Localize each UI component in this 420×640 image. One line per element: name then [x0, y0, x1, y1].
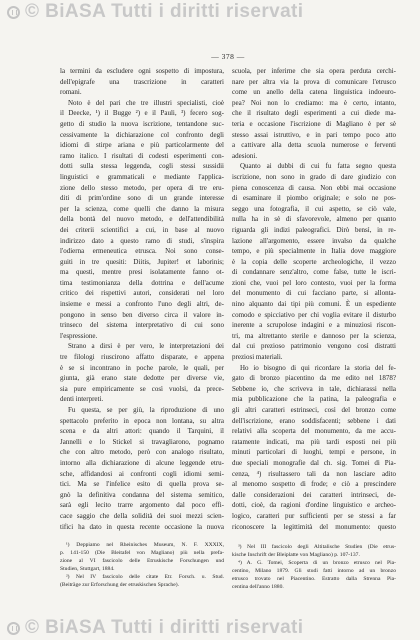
text-line: dotti sulla stessa leggenda, cogli stessi sussidii — [60, 162, 224, 171]
text-line: dal cui prezioso patrimonio vengono così distratti — [232, 342, 396, 351]
text-line: del monumento di cui facciano parte, si allonta- — [232, 289, 396, 298]
text-line: tima testimonianza della dottrina e dell'acume — [60, 278, 224, 287]
text-line: minuti particolari di luoghi, tempi e persone, in — [232, 448, 396, 457]
footnotes-left — [60, 541, 224, 590]
text-line: Strano a dirsi è per vero, le interpretazioni dei — [68, 342, 224, 351]
footnote — [232, 559, 396, 591]
footnote-line: centino, Milano 1879. Gli studi fatti intorno ad un bronzo — [232, 568, 396, 575]
text-line: dotti, cioè, da ragioni d'ordine linguistico e archeo- — [232, 501, 396, 510]
watermark-text: © BiASA Tutti i diritti riservati — [25, 617, 304, 638]
text-line: mia pubblicazione che la patina, la paleografia e — [232, 395, 396, 404]
right-text-column — [232, 66, 396, 532]
text-line: della bontà del nuovo metodo, e dell'attendibilità — [60, 215, 224, 224]
text-line: al menomo sospetto di frode; e ciò a prescindere — [232, 480, 396, 489]
footnote-line: zione al VI fascicolo delle Etruskische Forschungen und — [60, 558, 224, 565]
text-line: che con altro metodo, però con analogo risultato, — [60, 448, 224, 457]
text-line: sarà egli lecito trarre argomento dal poco effi- — [60, 501, 224, 510]
text-line: preziosi materiali. — [232, 353, 283, 362]
text-line: teria e occasione l'iscrizione di Magliano è per sè — [232, 119, 396, 128]
text-line: di esaminare il piombo originale; e solo ne pos- — [232, 194, 396, 203]
text-line: idiomi di stirpe ariana e più particolarmente del — [60, 141, 224, 150]
watermark-bottom — [7, 617, 407, 639]
text-line: critico dei rispettivi autori, considerati nel loro — [60, 289, 224, 298]
footnote — [232, 543, 396, 559]
text-line: indirizzo dato a questo ramo di studi, s'inspira — [60, 236, 224, 245]
footnote-line: p. 141-150 (Die Bleitafel von Magliano) più nella prefa- — [60, 550, 224, 557]
text-line: piena conoscenza di causa. Non ebbi mai occasione — [232, 183, 396, 192]
text-line: guiti in tre quesiti: Diitis, Jupiter! et laborinis; — [60, 257, 224, 266]
text-line: dell'epigrafe una trascrizione in caratteri — [60, 77, 224, 86]
text-line: l'espressione. — [60, 331, 98, 340]
text-line: logico, caratteri pur sufficienti per se stessi a far — [232, 511, 396, 520]
text-line: il Deecke, ¹) il Bugge ²) e il Pauli, ³) fecero sog- — [60, 109, 224, 118]
text-line: insieme e messi a confronto l'uno degli altri, de- — [60, 300, 224, 309]
text-line: inerente a scrupolose indagini e a minuziosi riscon- — [232, 321, 396, 330]
footnotes-right — [232, 543, 396, 592]
text-line: diti di prim'ordine sono di un grande interesse — [60, 194, 224, 203]
text-line: scena e da altri attori: quando il Tarquini, il — [60, 427, 224, 436]
footnote — [60, 573, 224, 589]
text-line: iscrizione, non sono in grado di dare giudizio con — [232, 172, 396, 181]
text-line: zione dello stesso metodo, per opera di tre eru- — [60, 183, 224, 192]
text-line: ramo italico. I risultati di codesti esperimenti con- — [60, 151, 224, 160]
text-line: due speciali monografie dal ch. sig. Tomei di Pia- — [232, 458, 396, 467]
text-line: lazione all'argomento, essere invalso da qualche — [232, 236, 396, 245]
text-line: Ho io bisogno di qui ricordare la storia del fe- — [240, 363, 396, 372]
text-line: Jannelli e lo Stickel si travagliarono, pognamo — [60, 437, 224, 446]
text-line: pongono in senso ben diverso circa il valore in- — [60, 310, 224, 319]
text-line: tici. Ma se l'infelice esito di quella prova se- — [60, 480, 224, 489]
text-line: Quanto ai dubbi di cui fu fatta segno questa — [240, 162, 396, 171]
footnote-line: ¹) Deppiamo nel Rheinisches Museum, N. F. XXXIX, — [66, 542, 224, 548]
text-line: è se si incontrano in poche parole, le quali, per — [60, 363, 224, 372]
left-text-column — [60, 66, 224, 532]
footnote-line: kische Inschrift der Bleiplatte von Magliano) p. 107-137. — [232, 552, 360, 559]
footnote-line: ⁴) A. G. Tomei, Scoperta di un bronzo etrusco nel Pia- — [238, 560, 396, 567]
text-line: intorno alla dichiarazione di alcune leggende etru- — [60, 458, 224, 467]
page-number: — 378 — — [211, 52, 245, 61]
text-line: tempo, e più specialmente in Italia dove maggiore — [232, 247, 396, 256]
text-line: dell'iscrizione, erano soddisfacenti; sebbene i dati — [232, 416, 396, 425]
text-line: gnò la definitiva condanna del sistema semitico, — [60, 490, 224, 499]
paragraph — [60, 405, 224, 532]
text-line: trinseco del sistema interpretativo di cui sono — [60, 321, 224, 330]
text-line: tifici ha dato in questa recente occasione la nuova — [60, 522, 224, 531]
text-line: come un anello della catena linguistica indoeuro- — [232, 88, 396, 97]
text-line: di condannare senz'altro, come false, tutte le iscri- — [232, 268, 396, 277]
paragraph — [60, 341, 224, 405]
text-line: cenza, ⁴) risultassero tali da non lasciare adito — [232, 469, 396, 478]
text-line: denti interpreti. — [60, 395, 104, 404]
footnote-line: ²) Nel IV fascicolo delle citate Etr. Forsch. u. Stud. — [66, 574, 224, 581]
text-line: riguarda gli indizi paleografici. Dirò bensì, in re- — [232, 225, 396, 234]
text-line: pea? Noi non lo crediamo: ma è certo, intanto, — [232, 98, 396, 107]
text-line: linguistici e grammaticali e mediante l'applica- — [60, 172, 224, 181]
text-line: ma questi, mentre presi isolatamente fanno ot- — [60, 268, 224, 277]
paragraph — [232, 363, 396, 533]
footnote-line: Studien, Stuttgart, 1884. — [60, 566, 115, 573]
watermark-text: © BiASA Tutti i diritti riservati — [25, 1, 304, 22]
footnote — [60, 541, 224, 573]
paragraph — [60, 98, 224, 342]
text-line: per la scienza, come quelli che danno la misura — [60, 204, 224, 213]
text-line: è la copia delle scoperte archeologiche, il vezzo — [232, 257, 396, 266]
watermark-top — [7, 1, 407, 23]
text-line: ratamente indicati, ma più tardi esposti nei più — [232, 437, 396, 446]
text-line: nulla ha in sè di sfavorevole, almeno per quanto — [232, 215, 396, 224]
text-line: a cattivare alla detta scuola numerose e ferventi — [232, 141, 396, 150]
text-line: tri, ma altrettanto sterile e dannoso per la scienza, — [232, 331, 396, 340]
text-line: sia pure empiricamente se così vuolsi, da prece- — [60, 384, 224, 393]
text-line: Fu questa, se per giù, la riproduzione di uno — [68, 406, 224, 414]
text-line: che il risultato degli esperimenti a cui diede ma- — [232, 109, 396, 118]
paragraph — [232, 66, 396, 161]
text-line: scuola, per inferirne che sia opera perduta cerchi- — [232, 67, 396, 75]
text-line: sche, affidandosi ai confronti cogli idiomi semi- — [60, 469, 224, 478]
text-line: comodo e spicciativo per chi voglia evitare il disturbo — [232, 310, 396, 319]
text-line: dei criterii scientifici a cui, in base al nuovo — [60, 225, 224, 234]
text-line: cessivamente la dichiarazione col confronto degli — [60, 130, 224, 139]
footnote-line: (Beiträge zur Erforschung der etruskischen Sprache). — [60, 582, 179, 589]
footnote-line: ³) Nel III fascicolo degli Altitalische Studien (Die etrus- — [238, 544, 396, 550]
text-line: giunta, già erano state dedotte per diverse vie, — [60, 374, 224, 383]
text-line: zioni che, vuoi pel loro contesto, vuoi per la forma — [232, 278, 396, 287]
text-line: seggo una fotografia, il cui aspetto, se ciò vale, — [232, 204, 396, 213]
text-line: spettacolo preferito in epoca non lontana, su altra — [60, 416, 224, 425]
biasa-logo-icon — [7, 6, 20, 19]
text-line: riconoscere la legittimità del monumento: questo — [232, 522, 396, 531]
footnote-line: centina dell'anno 1880. — [232, 584, 284, 591]
text-line: l'odierna ermeneutica etrusca. Noi sono conse- — [60, 247, 224, 256]
text-line: gli altri caratteri estrinseci, così del bronzo come — [232, 406, 396, 414]
text-line: la termini da escludere ogni sospetto di impostura, — [60, 67, 224, 75]
text-line: tre filologi riuscirono affatto disparate, e appena — [60, 353, 224, 362]
text-line: nare per altra via la prova di comunicare l'etrusco — [232, 77, 396, 86]
paragraph — [232, 161, 396, 362]
text-line: gato di bronzo piacentino da me edito nel 1878? — [232, 374, 396, 383]
footnote-line: etrusco trovato nel Piacentino. Estratto dalla Strenna Pia- — [232, 576, 396, 583]
text-line: adesioni. — [232, 151, 258, 160]
text-line: nino alquanto dai tipi più comuni. È un espediente — [232, 300, 396, 309]
text-line: cace saggio che della solidità dei suoi mezzi scien- — [60, 511, 224, 520]
text-line: Sebbene io, che scriveva in tale, dichiarassi nella — [232, 384, 396, 393]
biasa-logo-icon — [7, 622, 20, 635]
text-line: Noto è del pari che tre illustri specialisti, cioè — [68, 98, 224, 107]
text-line: dalle considerazioni dei caratteri intrinseci, de- — [232, 490, 396, 499]
paragraph — [60, 66, 224, 98]
text-line: relativi alla scoperta del monumento, da me accu- — [232, 427, 396, 436]
text-line: stesso assai istruttivo, e in pari tempo poco atto — [232, 130, 396, 139]
text-line: getto di studio la nuova iscrizione, tentandone suc- — [60, 119, 224, 128]
text-line: romani. — [60, 88, 82, 97]
